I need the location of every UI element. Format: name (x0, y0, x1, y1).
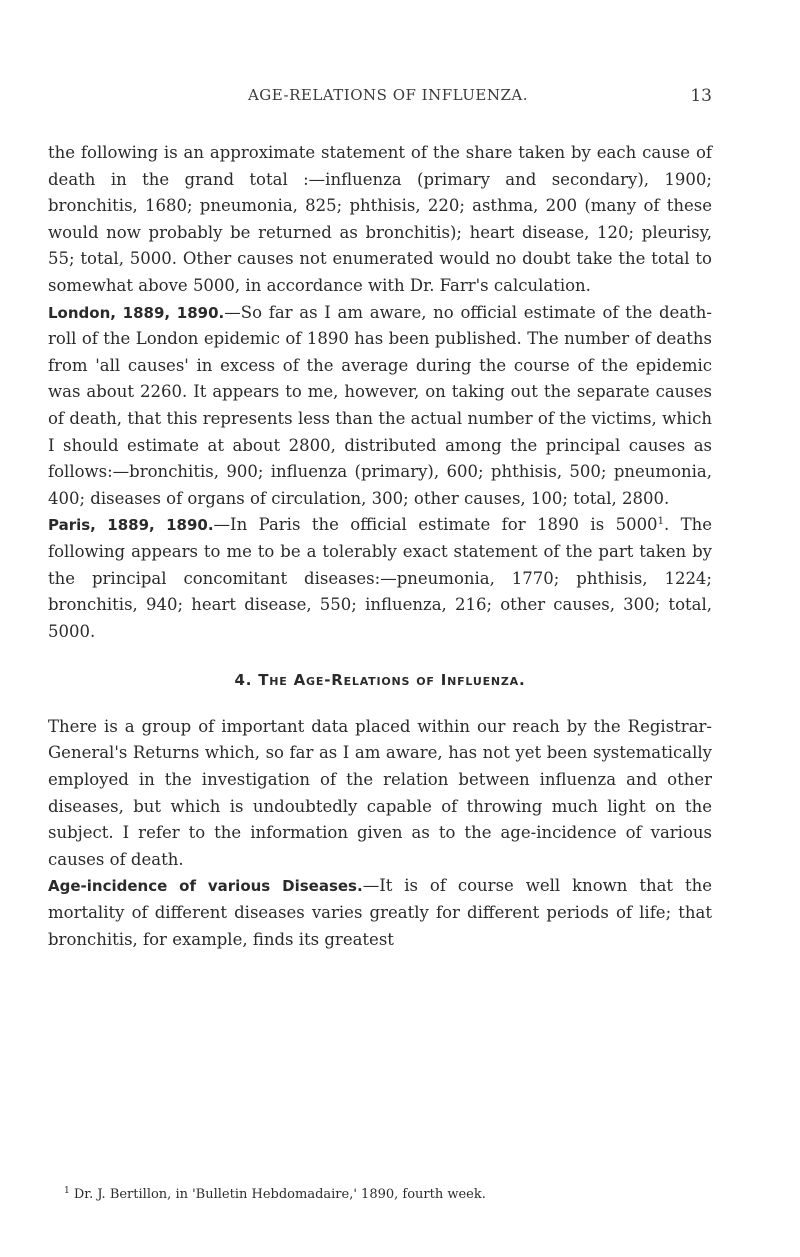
paragraph-grand-total (48, 140, 712, 300)
section-number: 4. (234, 671, 253, 690)
paragraph-text: . The following appears to me to be a tolerably exact statement of the part taken by the principal concomitant diseases:—pneumonia, 1770; phthisis, 1224; bronchitis, 940; heart disease, 550; influenza, 216; other causes, 300; total, 5000. (48, 515, 712, 641)
body-text (48, 140, 712, 953)
run-in-heading-age-incidence: Age-incidence of various Diseases. (48, 877, 363, 896)
running-title: AGE-RELATIONS OF INFLUENZA. (247, 86, 529, 104)
paragraph-london (48, 300, 712, 513)
section-heading (48, 667, 712, 694)
footnote-text: Dr. J. Bertillon, in 'Bulletin Hebdomadaire,' 1890, fourth week. (73, 1187, 486, 1202)
run-in-heading-paris: Paris, 1889, 1890. (48, 516, 214, 535)
footnote-reference[interactable]: 1 (657, 516, 664, 528)
run-in-heading-london: London, 1889, 1890. (48, 303, 225, 322)
paragraph-age-relations (48, 714, 712, 874)
footnote (64, 1186, 712, 1204)
paragraph-text: —It is of course well known that the mortality of different diseases varies greatly for different periods of life; that bronchitis, for example, finds its greatest (48, 876, 712, 949)
paragraph-text: There is a group of important data placed within our reach by the Registrar-General's Returns which, so far as I am aware, has not yet been systematically employed in the investigation of the relation between influenza and other diseases, but which is undoubtedly capable of throwing much light on the subject. I refer to the information given as to the age-incidence of various causes of death. (48, 716, 712, 869)
paragraph-text: —So far as I am aware, no official estimate of the death-roll of the London epidemic of 1890 has been published. The number of deaths from 'all causes' in excess of the average during the course of the epidemic was about 2260. It appears to me, however, on taking out the separate causes of death, that this represents less than the actual number of the victims, which I should estimate at about 2800, distributed among the principal causes as follows:—bronchitis, 900; influenza (primary), 600; phthisis, 500; pneumonia, 400; diseases of organs of circulation, 300; other causes, 100; total, 2800. (48, 302, 712, 508)
paragraph-text: the following is an approximate statement of the share taken by each cause of death in the grand total :—influenza (primary and secondary), 1900; bronchitis, 1680; pneumonia, 825; phthisis, 220; asthma, 200 (many of these would now probably be returned as bronchitis); heart disease, 120; pleurisy, 55; total, 5000. Other causes not enumerated would no doubt take the total to somewhat above 5000, in accordance with Dr. Farr's calculation. (48, 143, 712, 295)
paragraph-age-incidence (48, 873, 712, 953)
page-number: 13 (690, 86, 712, 106)
paragraph-text: —In Paris the official estimate for 1890 is 5000 (213, 515, 658, 535)
section-title: The Age-Relations of Influenza. (258, 671, 526, 690)
footnote-marker: 1 (64, 1186, 70, 1196)
running-head (64, 86, 712, 112)
paragraph-paris (48, 512, 712, 645)
